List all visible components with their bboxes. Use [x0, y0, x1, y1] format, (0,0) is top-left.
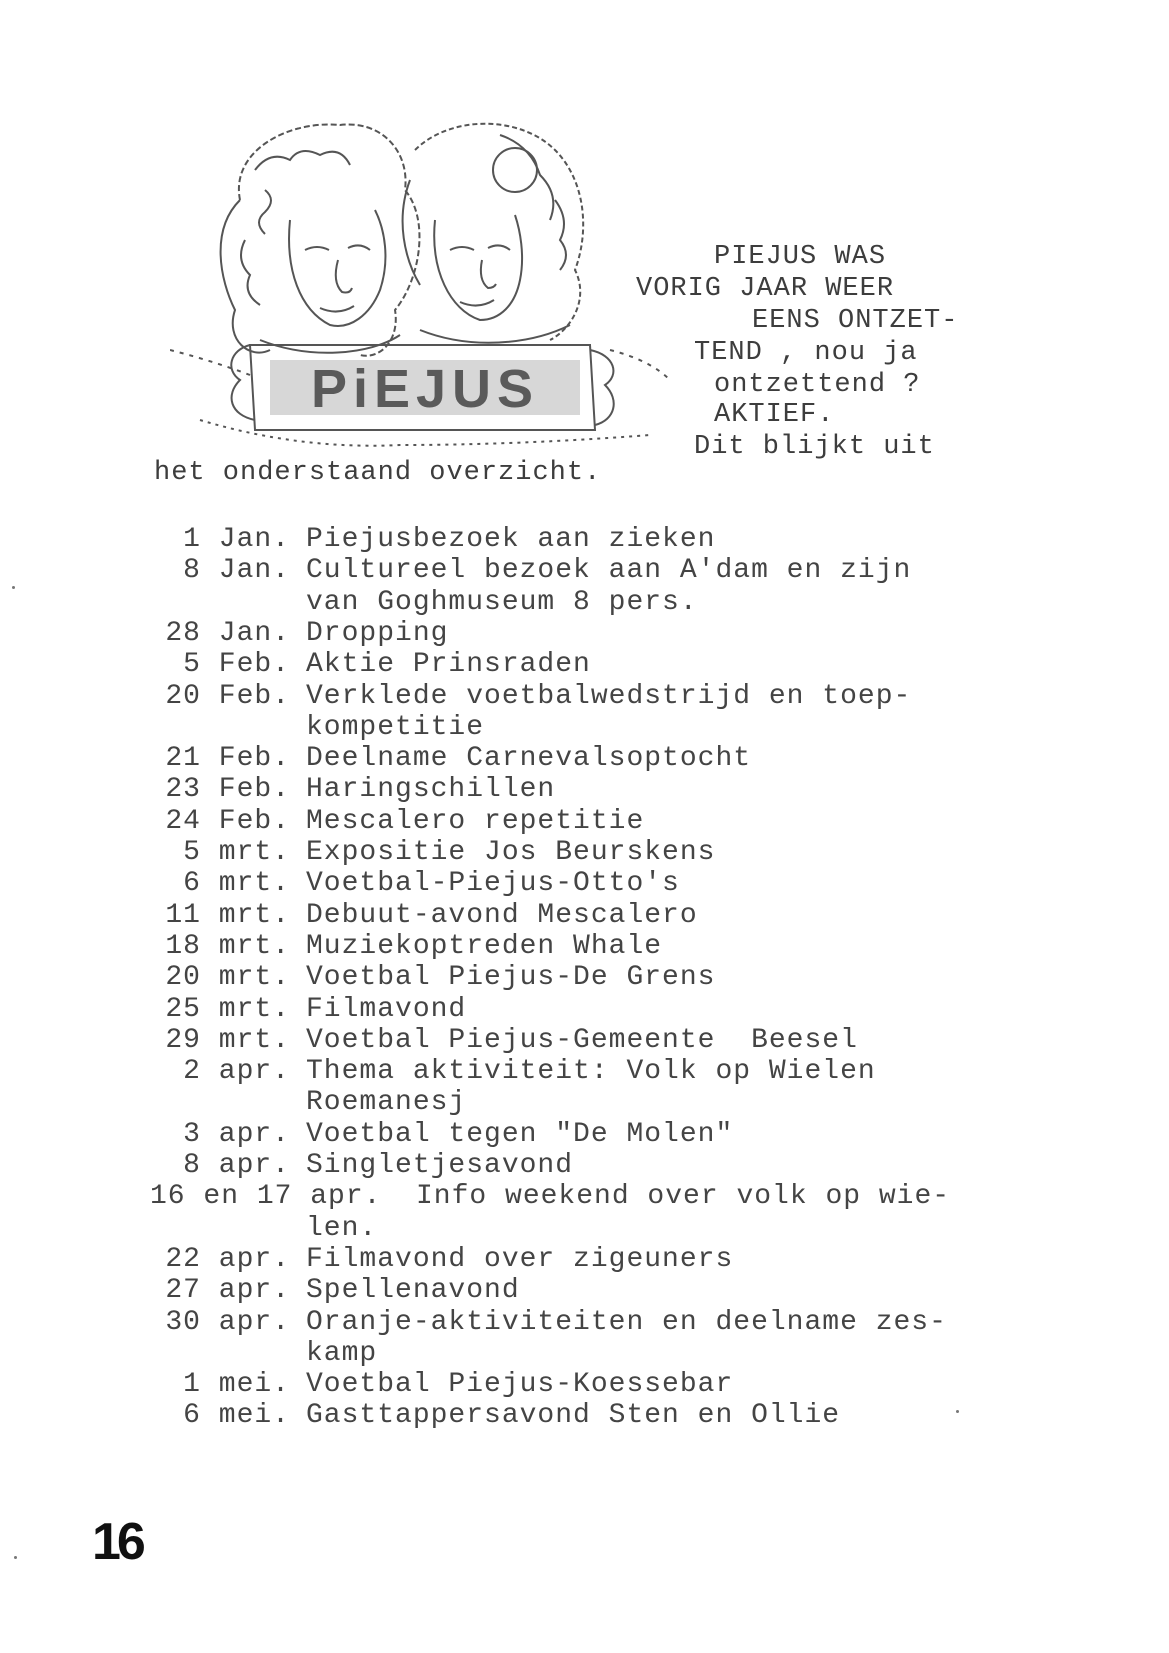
event-description: Info weekend over volk op wie-: [416, 1181, 951, 1213]
event-description: Roemanesj: [306, 1087, 467, 1119]
event-description: Mescalero repetitie: [306, 805, 645, 837]
event-date: 1 mei.: [183, 1369, 290, 1401]
event-description: Voetbal-Piejus-Otto's: [306, 868, 680, 900]
event-date: 6 mei.: [183, 1400, 290, 1432]
event-date: 27 apr.: [165, 1275, 290, 1307]
event-description: Filmavond over zigeuners: [306, 1243, 734, 1275]
event-description: Piejusbezoek aan zieken: [306, 524, 716, 555]
event-description: van Goghmuseum 8 pers.: [306, 586, 698, 618]
intro-line: AKTIEF.: [714, 400, 835, 430]
event-date: 8 apr.: [183, 1150, 290, 1181]
piejus-logo: [170, 110, 690, 480]
event-date: 28 Jan.: [165, 617, 290, 649]
event-date: 24 Feb.: [165, 805, 290, 837]
event-description: Gasttappersavond Sten en Ollie: [306, 1400, 841, 1432]
scan-speck: [956, 1410, 959, 1413]
event-description: Verklede voetbalwedstrijd en toep-: [306, 680, 912, 712]
intro-line: PIEJUS WAS: [714, 242, 887, 272]
intro-line: ontzettend ?: [714, 370, 921, 400]
intro-line: het onderstaand overzicht.: [154, 458, 602, 488]
event-date: 20 Feb.: [165, 680, 290, 712]
event-description: Expositie Jos Beurskens: [306, 837, 716, 868]
event-description: Dropping: [306, 617, 449, 649]
event-description: Haringschillen: [306, 774, 556, 806]
scan-speck: [12, 586, 15, 589]
page-number: 16: [92, 1513, 142, 1571]
logo-text: PiEJUS: [310, 359, 540, 419]
event-date: 25 mrt.: [165, 993, 290, 1025]
event-date: 18 mrt.: [165, 930, 290, 962]
event-date: 3 apr.: [183, 1118, 290, 1150]
event-description: kompetitie: [306, 711, 485, 743]
intro-line: Dit blijkt uit: [694, 432, 935, 462]
event-description: Singletjesavond: [306, 1150, 574, 1181]
event-date: 21 Feb.: [165, 743, 290, 775]
event-description: Debuut-avond Mescalero: [306, 899, 698, 931]
event-description: Oranje-aktiviteiten en deelname zes-: [306, 1306, 947, 1338]
event-description: Voetbal Piejus-Koessebar: [306, 1369, 734, 1401]
event-description: kamp: [306, 1337, 378, 1369]
event-description: Aktie Prinsraden: [306, 649, 591, 681]
event-description: Muziekoptreden Whale: [306, 930, 663, 962]
event-description: Spellenavond: [306, 1275, 520, 1307]
event-date: 6 mrt.: [183, 868, 290, 900]
intro-line: VORIG JAAR WEER: [636, 274, 895, 304]
event-date: 2 apr.: [183, 1056, 290, 1088]
event-date: 29 mrt.: [165, 1024, 290, 1056]
event-date: 20 mrt.: [165, 962, 290, 994]
event-description: Voetbal tegen "De Molen": [306, 1118, 734, 1150]
event-description: Filmavond: [306, 993, 467, 1025]
event-description: Cultureel bezoek aan A'dam en zijn: [306, 555, 912, 587]
scan-speck: [14, 1556, 17, 1559]
event-description: Deelname Carnevalsoptocht: [306, 743, 752, 775]
event-description: len.: [306, 1212, 378, 1244]
intro-line: EENS ONTZET-: [752, 306, 959, 336]
event-date: 8 Jan.: [183, 555, 290, 587]
event-date: 1 Jan.: [183, 524, 290, 555]
event-date: 11 mrt.: [165, 899, 290, 931]
event-date: 5 Feb.: [183, 649, 290, 681]
event-description: Voetbal Piejus-De Grens: [306, 962, 716, 994]
event-date: 22 apr.: [165, 1243, 290, 1275]
event-date: 30 apr.: [165, 1306, 290, 1338]
event-date: 23 Feb.: [165, 774, 290, 806]
event-date: 5 mrt.: [183, 837, 290, 868]
intro-line: TEND , nou ja: [694, 338, 918, 368]
event-description: Thema aktiviteit: Volk op Wielen: [306, 1056, 876, 1088]
event-date: 16 en 17 apr.: [150, 1181, 382, 1213]
event-description: Voetbal Piejus-Gemeente Beesel: [306, 1024, 858, 1056]
